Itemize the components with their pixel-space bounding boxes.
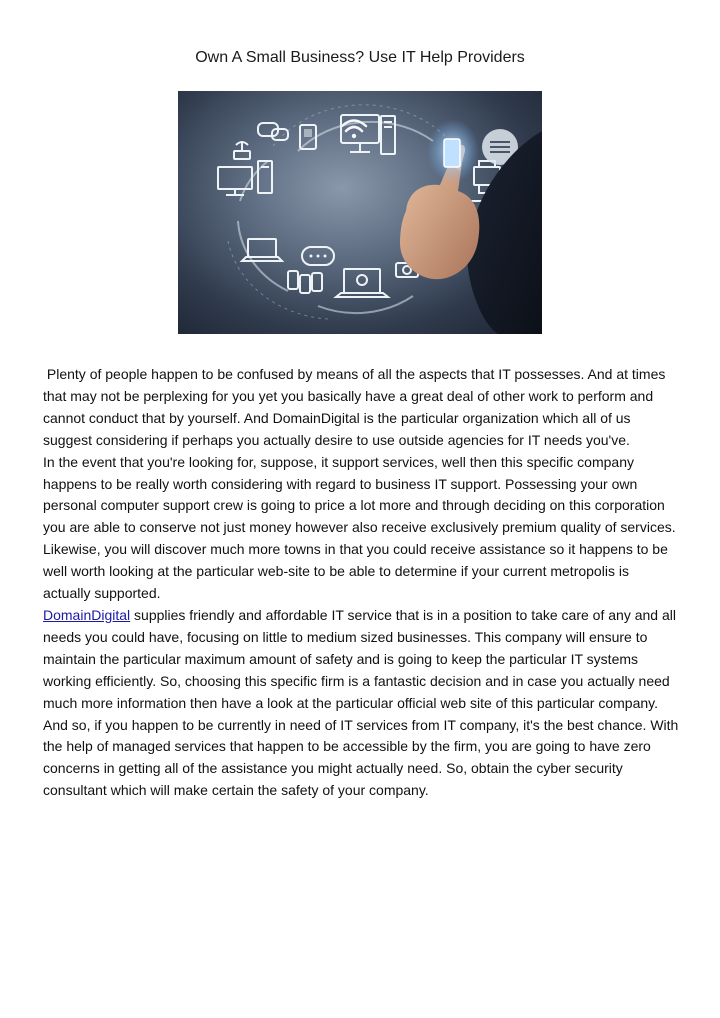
domaindigital-link[interactable]: DomainDigital bbox=[43, 606, 131, 623]
paragraph-service bbox=[43, 605, 679, 802]
page-title: Own A Small Business? Use IT Help Providers bbox=[195, 49, 525, 66]
chat-bubbles-icon bbox=[258, 123, 288, 140]
laptop-icon bbox=[242, 239, 282, 261]
touch-screen-icon bbox=[427, 119, 479, 183]
hero-image bbox=[178, 91, 542, 334]
server-icon bbox=[258, 161, 272, 193]
message-icon bbox=[302, 247, 334, 265]
smartphone-icon bbox=[288, 271, 322, 293]
laptop-chat-icon bbox=[336, 269, 388, 297]
paragraph-support: In the event that you're looking for, suppose, it support services, well then this specific company happens to be really worth considering with regard to business IT support. Possessing your own personal computer support crew is going to price a lot more and through deciding on this corporation you are able to conserve not just money however also receive exclusively premium quality of services. Likewise, you will discover much more towns in that you could receive assistance so it happens to be well worth looking at the particular web-site to be able to determine if your current metropolis is actually supported. bbox=[43, 453, 676, 602]
technology-network-illustration bbox=[178, 91, 542, 334]
paragraph-intro: Plenty of people happen to be confused by means of all the aspects that IT possesses. And at times that may not be perplexing for you yet you basically have a great deal of other work to perform and cannot conduct that by yourself. And DomainDigital is the particular organization which all of us suggest considering if perhaps you actually desire to use outside agencies for IT needs you've. bbox=[43, 366, 670, 448]
paragraph-service-text: supplies friendly and affordable IT service that is in a position to take care of any and all needs you could have, focusing on little to medium sized businesses. This company will ensure to maintain the particular maximum amount of safety and is going to keep the particular IT systems working efficiently. So, choosing this specific firm is a fantastic decision and in case you actually need much more information then have a look at the particular official web site of this particular company. And so, if you happen to be currently in need of IT services from IT company, it's the best chance. With the help of managed services that happen to be accessible by the firm, you are going to have zero concerns in getting all of the assistance you might actually need. So, obtain the cyber security consultant which will make certain the safety of your company. bbox=[43, 606, 679, 799]
monitor-icon bbox=[218, 167, 252, 195]
router-icon bbox=[234, 142, 250, 159]
article-body bbox=[43, 364, 679, 802]
tablet-icon bbox=[300, 125, 316, 149]
